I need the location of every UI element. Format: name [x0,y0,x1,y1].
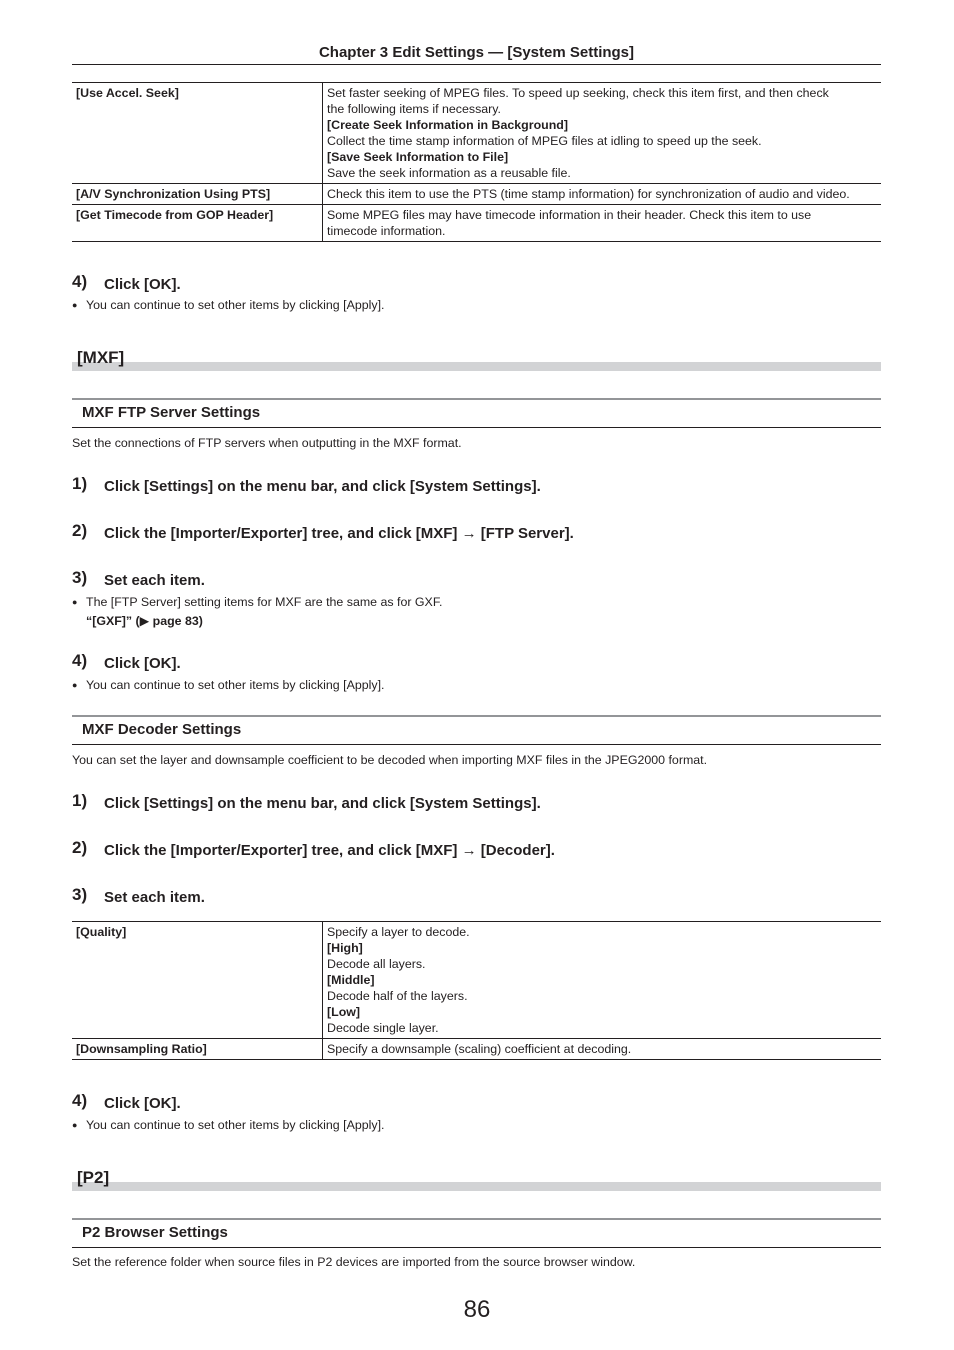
note-text: You can continue to set other items by clicking [Apply]. [86,1118,385,1132]
step-number: 2) [72,521,88,540]
note-item [72,298,384,312]
step-text: Set each item. [104,572,205,589]
note-text: The [FTP Server] setting items for MXF are the same as for GXF. [86,595,443,609]
table-key-cell: [Get Timecode from GOP Header] [72,205,323,242]
table-value-cell [323,184,882,205]
subsection-description: Set the reference folder when source files in P2 devices are imported from the source browser window. [72,1255,636,1269]
step-number: 3) [72,885,88,904]
note-text: You can continue to set other items by clicking [Apply]. [86,678,385,692]
step-text: Click [OK]. [104,1095,181,1112]
step-number: 4) [72,1091,88,1110]
description-line: Save the seek information as a reusable file. [327,166,571,180]
subsection-description: You can set the layer and downsample coefficient to be decoded when importing MXF files in the JPEG2000 format. [72,753,708,767]
step-number: 3) [72,568,88,587]
table-value-cell [323,83,882,184]
section-title-p2: [P2] [77,1168,110,1187]
note-item [72,595,442,609]
step-number: 4) [72,272,88,291]
description-line: Some MPEG files may have timecode information in their header. Check this item to use [327,208,812,222]
description-line: the following items if necessary. [327,102,502,116]
step-number: 1) [72,474,88,493]
page-reference-link[interactable]: “[GXF]” (▶ page 83) [86,614,203,628]
table-key-cell: [A/V Synchronization Using PTS] [72,184,323,205]
subsection-title-mxf-decoder: MXF Decoder Settings [82,721,242,738]
step-number: 1) [72,791,88,810]
table-key-cell: [Downsampling Ratio] [72,1039,323,1060]
table-row [72,184,881,205]
step-text: Click [Settings] on the menu bar, and click [System Settings]. [104,478,541,495]
option-name: [Save Seek Information to File] [327,150,509,164]
table-key-cell: [Quality] [72,922,323,1039]
section-title-mxf: [MXF] [77,348,125,367]
bullet-icon: ● [72,1120,78,1130]
table-value-cell [323,922,882,1039]
description-line: Decode half of the layers. [327,989,468,1003]
option-name: [Middle] [327,973,375,987]
step-text: Click [OK]. [104,276,181,293]
description-line: Collect the time stamp information of MPEG files at idling to speed up the seek. [327,134,762,148]
decoder-settings-table [72,921,881,1060]
table-row [72,83,881,184]
step-text: Click [Settings] on the menu bar, and click [System Settings]. [104,795,541,812]
description-line: Set faster seeking of MPEG files. To speed up seeking, check this item first, and then check [327,86,829,100]
step-text: Set each item. [104,889,205,906]
note-item [72,1118,384,1132]
option-name: [Low] [327,1005,361,1019]
table-key-cell: [Use Accel. Seek] [72,83,323,184]
description-line: Decode single layer. [327,1021,439,1035]
table-value-cell [323,1039,882,1060]
table-value-cell [323,205,882,242]
accel-seek-settings-table [72,82,881,242]
page-number: 86 [463,1296,491,1323]
bullet-icon: ● [72,300,78,310]
option-name: [Create Seek Information in Background] [327,118,568,132]
header-rule [72,64,881,65]
description-line: Specify a downsample (scaling) coefficient at decoding. [327,1042,632,1056]
description-line: Specify a layer to decode. [327,925,470,939]
subsection-description: Set the connections of FTP servers when outputting in the MXF format. [72,436,462,450]
description-line: Decode all layers. [327,957,426,971]
table-row [72,922,881,1039]
step-number: 2) [72,838,88,857]
note-item [72,678,384,692]
bullet-icon: ● [72,680,78,690]
note-text: You can continue to set other items by clicking [Apply]. [86,298,385,312]
section-bar-p2 [72,1182,881,1191]
section-bar-mxf [72,362,881,371]
description-line: timecode information. [327,224,446,238]
page-header-title: Chapter 3 Edit Settings — [System Settings] [318,44,635,61]
step-text: Click the [Importer/Exporter] tree, and click [MXF] → [FTP Server]. [104,525,574,542]
table-row [72,205,881,242]
option-name: [High] [327,941,363,955]
bullet-icon: ● [72,597,78,607]
subsection-title-p2-browser: P2 Browser Settings [82,1224,228,1241]
description-line: Check this item to use the PTS (time stamp information) for synchronization of audio and video. [327,187,850,201]
step-text: Click the [Importer/Exporter] tree, and click [MXF] → [Decoder]. [104,842,555,859]
step-number: 4) [72,651,88,670]
table-row [72,1039,881,1060]
step-text: Click [OK]. [104,655,181,672]
subsection-title-mxf-ftp: MXF FTP Server Settings [82,404,261,421]
